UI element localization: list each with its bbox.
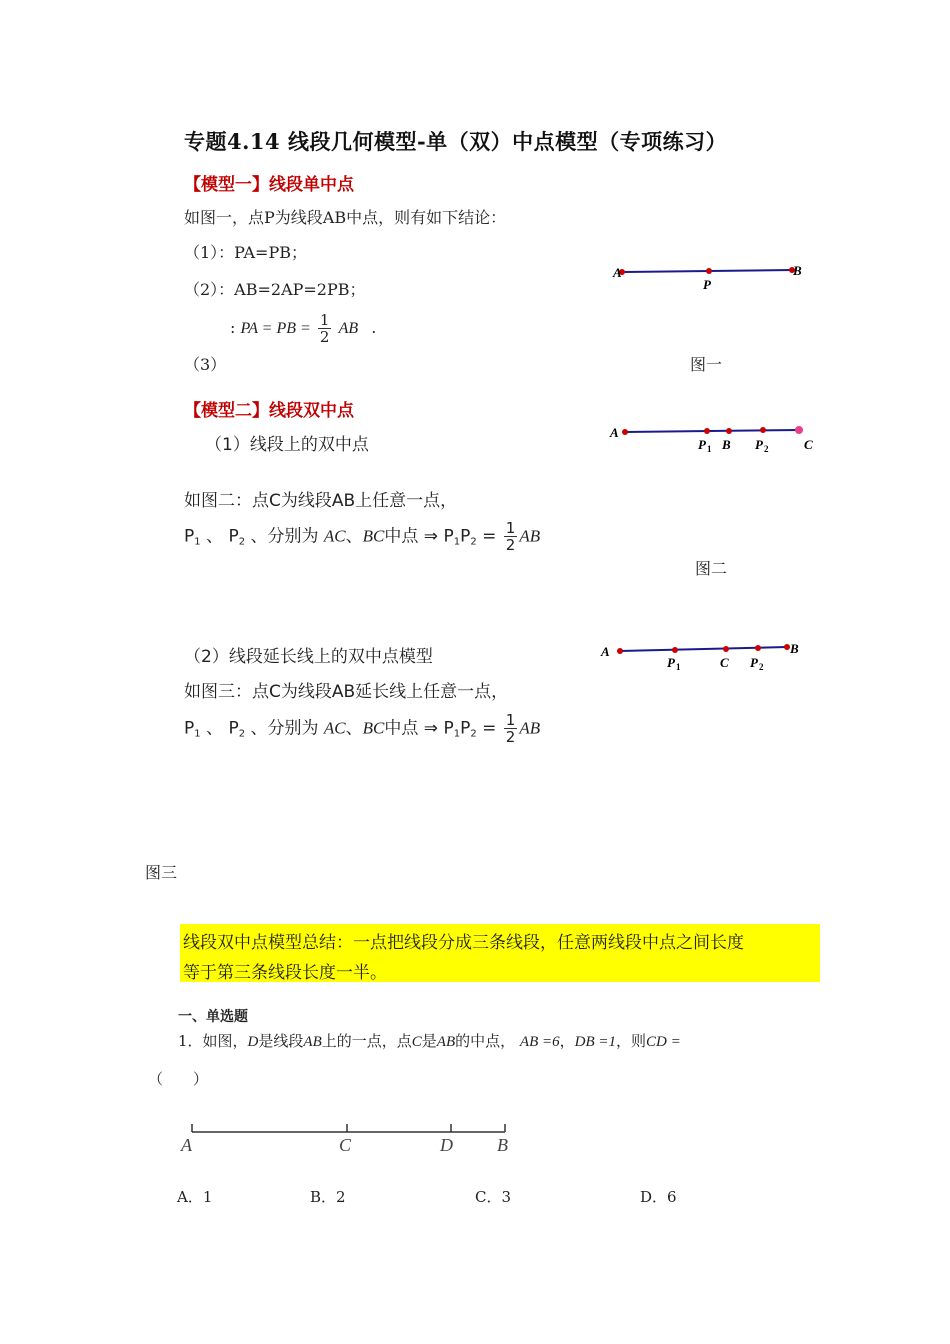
label-p2-sub: 2 (759, 662, 764, 672)
label-a: A (181, 1135, 192, 1155)
label-p1: P (667, 655, 675, 670)
label-b: B (793, 263, 802, 278)
option-c[interactable]: C．3 (475, 1188, 512, 1206)
figure-3 (595, 635, 810, 675)
question-1-answer-blank: （ ） (148, 1070, 209, 1088)
figure-1-caption: 图一 (690, 355, 723, 374)
model1-conclusion-2: （2）：AB=2AP=2PB； (184, 280, 366, 299)
label-d: D (440, 1135, 453, 1155)
label-a: A (610, 425, 619, 440)
figure-1 (605, 255, 815, 300)
label-p2-sub: 2 (764, 444, 769, 454)
point-p (706, 268, 712, 274)
label-b: B (497, 1135, 508, 1155)
label-b: B (722, 437, 731, 452)
model1-heading: 【模型一】线段单中点 (184, 175, 354, 195)
label-a: A (613, 265, 622, 280)
label-p1: P (698, 437, 706, 452)
model2-sub2: （2）线段延长线上的双中点模型 (184, 647, 433, 667)
label-p2: P (750, 655, 758, 670)
label-p1-sub: 1 (707, 444, 712, 454)
page-title: 专题4.14 线段几何模型-单（双）中点模型（专项练习） (184, 129, 728, 154)
section-heading: 一、单选题 (178, 1009, 248, 1025)
model2-heading: 【模型二】线段双中点 (184, 401, 354, 421)
label-p: P (703, 277, 711, 292)
label-p2: P (755, 437, 763, 452)
option-d[interactable]: D．6 (640, 1188, 677, 1206)
question-1-figure (175, 1115, 520, 1160)
point-c (795, 426, 803, 434)
figure-2-caption: 图二 (695, 559, 728, 578)
question-1-text: 1．如图，D是线段AB上的一点，点C是AB的中点， AB =6，DB =1，则CD = (178, 1032, 681, 1050)
option-a[interactable]: A．1 (177, 1188, 213, 1206)
label-c: C (720, 655, 729, 670)
point-p2 (760, 427, 766, 433)
point-p1 (704, 428, 710, 434)
option-b[interactable]: B．2 (310, 1188, 346, 1206)
model2-sub1: （1）线段上的双中点 (205, 435, 369, 455)
label-b: B (790, 641, 799, 656)
model2-relation-2: $P_1$ 、 $P_2$ 、分别为 AC、BC中点 ⇒ $P_1P_2$ = $\frac{1}{2}$ AB (184, 711, 541, 746)
figure-2 (605, 418, 820, 458)
model2-text3: 如图三：点C为线段AB延长线上任意一点， (184, 682, 509, 702)
point-c (723, 646, 729, 652)
point-b (726, 428, 732, 434)
point-p1 (672, 647, 678, 653)
summary-line-1: 线段双中点模型总结：一点把线段分成三条线段，任意两线段中点之间长度 (183, 933, 744, 953)
model1-conclusion-3-formula: : PA = PB = $\frac{1}{2}$ AB . (230, 311, 377, 346)
label-c: C (339, 1135, 352, 1155)
summary-line-2: 等于第三条线段长度一半。 (183, 963, 387, 983)
point-a (617, 648, 623, 654)
model1-intro: 如图一，点P为线段AB中点，则有如下结论： (184, 208, 507, 227)
model1-conclusion-3-label: （3） (184, 355, 227, 374)
model2-text1: 如图二：点C为线段AB上任意一点， (184, 491, 458, 511)
label-a: A (601, 644, 610, 659)
figure-3-caption: 图三 (145, 863, 178, 882)
point-p2 (755, 645, 761, 651)
label-c: C (804, 437, 813, 452)
model2-relation-1: $P_1$ 、 $P_2$ 、分别为 AC、BC中点 ⇒ $P_1P_2$ = $\frac{1}{2}$ AB (184, 519, 541, 554)
model1-conclusion-1: （1）：PA=PB； (184, 243, 307, 262)
label-p1-sub: 1 (676, 662, 681, 672)
point-a (622, 429, 628, 435)
